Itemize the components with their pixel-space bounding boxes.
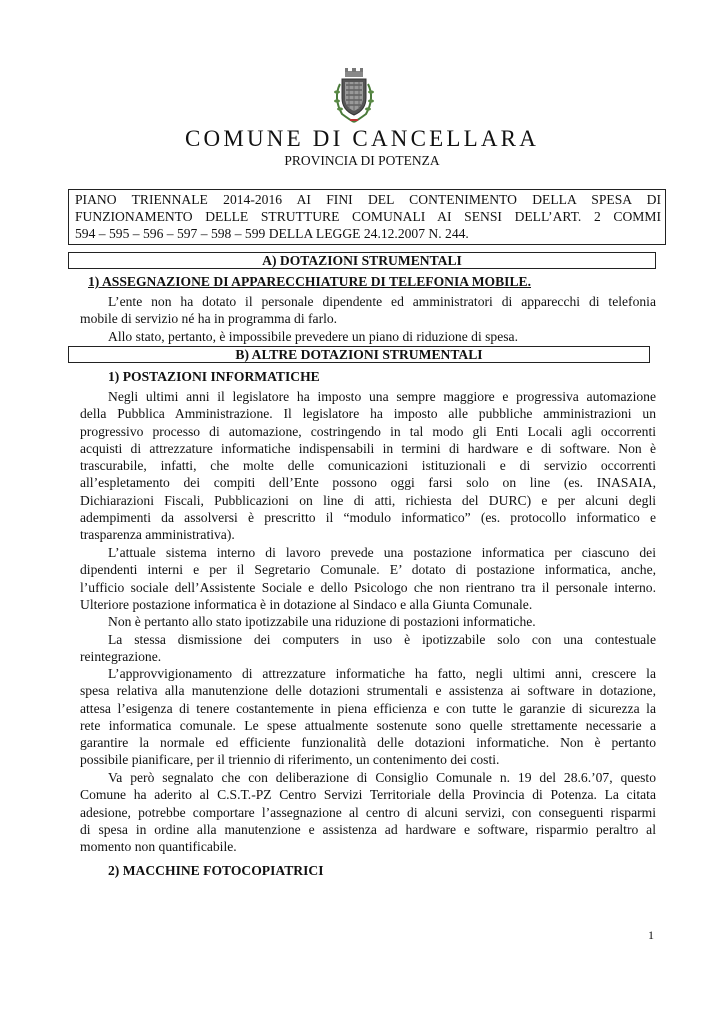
text-line: L’approvvigionamento di attrezzature informatiche ha fatto, negli ultimi anni, crescere la <box>108 666 656 681</box>
text-line: acquisti di attrezzature informatiche indispensabili in termini di hardware e di software. Non è <box>80 440 656 456</box>
text-line: momento non quantificabile. <box>80 839 237 855</box>
paragraph <box>80 613 656 630</box>
section-a-subheading-1: 1) ASSEGNAZIONE DI APPARECCHIATURE DI TELEFONIA MOBILE. <box>88 274 532 289</box>
text-line: La stessa dismissione dei computers in uso è ipotizzabile solo con una contestuale <box>108 632 656 647</box>
text-line: trascurabile, infatti, che molte delle comunicazioni istituzionali e di servizio occorrenti <box>80 458 656 474</box>
text-line: spesa relativa alla manutenzione delle dotazioni strumentali e assistenza ai software in dotazione, <box>80 683 656 699</box>
text-line: dipendenti interni e per il Segretario Comunale. E’ dotato di postazione informatica, anche, <box>80 562 656 578</box>
paragraph <box>80 293 656 328</box>
text-line: possibile pianificare, per il triennio di riferimento, un contenimento dei costi. <box>80 752 500 768</box>
plan-title-box <box>68 189 666 245</box>
text-line: progressivo processo di automazione, costringendo in tal modo gli Enti Locali agli occorrenti <box>80 423 656 439</box>
text-line: garantire la normale ed efficiente funzionalità delle dotazioni informatiche. Non è pertanto <box>80 735 656 751</box>
section-a-heading: A) DOTAZIONI STRUMENTALI <box>68 252 656 269</box>
section-b-subheading-2: 2) MACCHINE FOTOCOPIATRICI <box>108 863 324 878</box>
paragraph <box>80 328 656 345</box>
text-line: mobile di servizio né ha in programma di farlo. <box>80 311 338 327</box>
plan-title-line: 594 – 595 – 596 – 597 – 598 – 599 DELLA LEGGE 24.12.2007 N. 244. <box>75 226 469 241</box>
paragraph <box>80 665 656 769</box>
text-line: Allo stato, pertanto, è impossibile prevedere un piano di riduzione di spesa. <box>108 329 518 344</box>
text-line: L’attuale sistema interno di lavoro prevede una postazione informatica per ciascuno dei <box>108 545 656 560</box>
text-line: trasparenza amministrativa). <box>80 527 235 543</box>
paragraph <box>80 388 656 544</box>
page-title: COMUNE DI CANCELLARA <box>184 126 540 151</box>
page-subtitle: PROVINCIA DI POTENZA <box>284 153 440 168</box>
text-line: Va però segnalato che con deliberazione di Consiglio Comunale n. 19 del 28.6.’07, questo <box>108 770 656 785</box>
text-line: adesione, potrebbe comportare l’assegnazione al centro di alcuni servizi, con conseguenti risparmi <box>80 804 656 820</box>
section-b-heading: B) ALTRE DOTAZIONI STRUMENTALI <box>68 346 650 363</box>
section-b-subheading-1: 1) POSTAZIONI INFORMATICHE <box>108 369 320 384</box>
text-line: Comune ha aderito al C.S.T.-PZ Centro Servizi Territoriale della Provincia di Potenza. La citata <box>80 787 656 803</box>
plan-title-line: PIANO TRIENNALE 2014-2016 AI FINI DEL CONTENIMENTO DELLA SPESA DI <box>75 192 661 207</box>
text-line: rete informatica comunale. Le spese attualmente sostenute sono quelle strettamente necessarie a <box>80 717 656 733</box>
coat-of-arms-icon <box>330 68 378 124</box>
text-line: attesa l’esigenza di tenere costantemente in piena efficienza e con tutte le garanzie di sicurezza la <box>80 700 656 716</box>
page-number: 1 <box>648 928 654 942</box>
text-line: della Pubblica Amministrazione. Il legislatore ha imposto alle pubbliche amministrazioni un <box>80 406 656 422</box>
text-line: Dichiarazioni Fiscali, Pubblicazioni on line di atti, richiesta del DURC) e per alcuni degli <box>80 492 656 508</box>
paragraph <box>80 631 656 666</box>
text-line: Ulteriore postazione informatica è in dotazione al Sindaco e alla Giunta Comunale. <box>80 596 533 612</box>
text-line: l’ufficio sociale dell’Assistente Sociale e dello Psicologo che non rientrano tra il personale interno. <box>80 579 656 595</box>
paragraph <box>80 544 656 613</box>
text-line: all’espletamento dei compiti dell’Ente possono oggi farsi solo on line (es. INASAIA, <box>80 475 656 491</box>
text-line: reintegrazione. <box>80 649 162 665</box>
text-line: di spesa in ordine alla manutenzione e assistenza ad hardware e software, risparmio peraltro al <box>80 821 656 837</box>
paragraph <box>80 769 656 855</box>
text-line: Negli ultimi anni il legislatore ha imposto una sempre maggiore e progressiva automazione <box>108 389 656 404</box>
text-line: L’ente non ha dotato il personale dipendente ed amministratori di apparecchi di telefonia <box>108 294 656 309</box>
text-line: adempimenti da assolversi è prescritto il “modulo informatico” (es. protocollo informatico e <box>80 510 656 526</box>
text-line: Non è pertanto allo stato ipotizzabile una riduzione di postazioni informatiche. <box>108 614 536 629</box>
plan-title-line: FUNZIONAMENTO DELLE STRUTTURE COMUNALI AI SENSI DELL’ART. 2 COMMI <box>75 209 661 224</box>
